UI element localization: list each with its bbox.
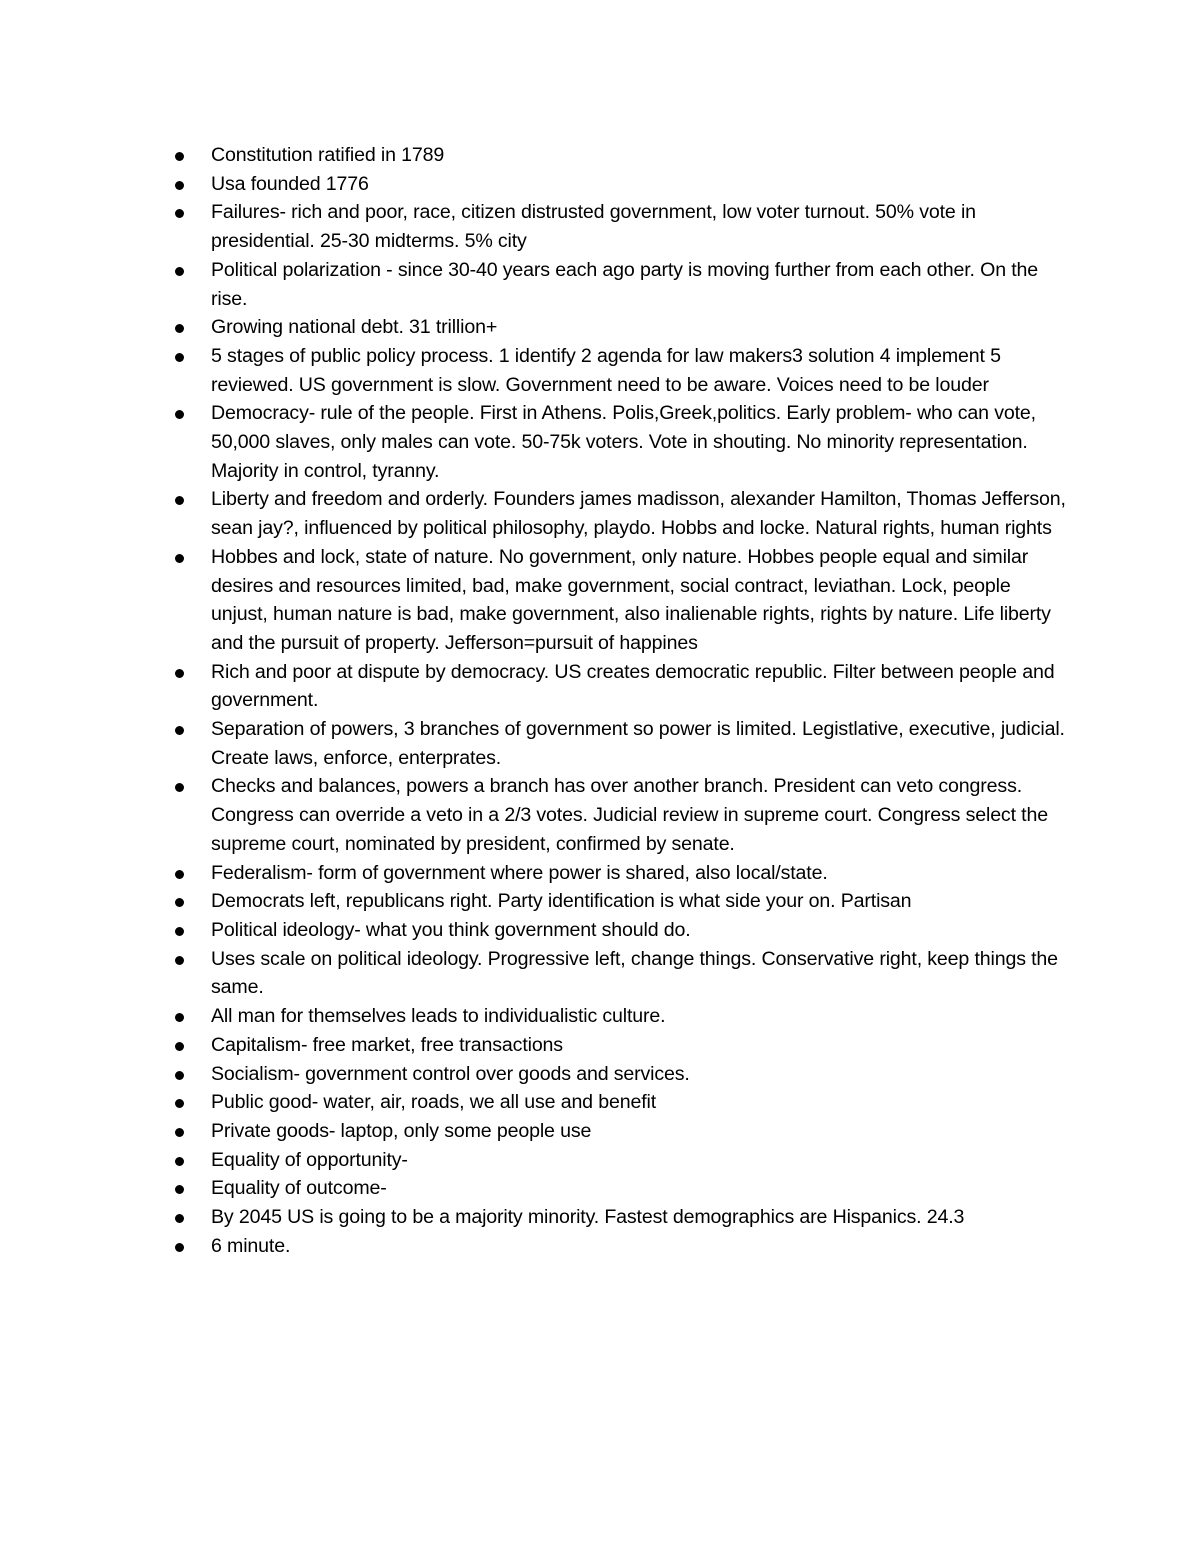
list-item: [0, 198, 1071, 255]
list-item-text: Usa founded 1776: [211, 172, 369, 195]
list-item: [0, 1088, 1071, 1117]
list-item: [0, 658, 1071, 715]
list-item: [0, 1117, 1071, 1146]
bullet-icon: [175, 669, 184, 678]
bullet-icon: [175, 152, 184, 161]
notes-bullet-list: [0, 141, 1200, 1260]
bullet-icon: [175, 726, 184, 735]
list-item: [0, 1174, 1071, 1203]
bullet-icon: [175, 496, 184, 505]
bullet-icon: [175, 1099, 184, 1108]
list-item: [0, 715, 1071, 772]
list-item-text: Uses scale on political ideology. Progressive left, change things. Conservative right, keep things the same.: [211, 947, 1058, 999]
list-item-text: Democrats left, republicans right. Party identification is what side your on. Partisan: [211, 890, 912, 913]
list-item: [0, 399, 1071, 485]
list-item-text: Equality of opportunity-: [211, 1148, 408, 1171]
bullet-icon: [175, 209, 184, 218]
list-item-text: Hobbes and lock, state of nature. No government, only nature. Hobbes people equal and similar desires and resources limited, bad, make government, social contract, leviathan. Lock, people unjust, human nature is bad, make government, also inalienable rights, rights by nature. Life liberty and the pursuit of property. Jefferson=pursuit of happines: [211, 545, 1051, 654]
list-item: [0, 916, 1071, 945]
list-item: [0, 859, 1071, 888]
bullet-icon: [175, 267, 184, 276]
list-item: [0, 313, 1071, 342]
list-item-text: Liberty and freedom and orderly. Founders james madisson, alexander Hamilton, Thomas Jefferson, sean jay?, influenced by political philosophy, playdo. Hobbs and locke. Natural rights, human rights: [211, 488, 1066, 540]
list-item: [0, 141, 1071, 170]
bullet-icon: [175, 324, 184, 333]
list-item: [0, 1203, 1071, 1232]
list-item-text: By 2045 US is going to be a majority minority. Fastest demographics are Hispanics. 24.3: [211, 1206, 965, 1229]
list-item-text: Federalism- form of government where power is shared, also local/state.: [211, 861, 828, 884]
list-item-text: Failures- rich and poor, race, citizen distrusted government, low voter turnout. 50% vote in presidential. 25-30 midterms. 5% city: [211, 201, 976, 253]
list-item-text: Socialism- government control over goods and services.: [211, 1062, 690, 1085]
bullet-icon: [175, 1071, 184, 1080]
list-item-text: Private goods- laptop, only some people use: [211, 1119, 592, 1142]
bullet-icon: [175, 1042, 184, 1051]
bullet-icon: [175, 353, 184, 362]
list-item: [0, 1031, 1071, 1060]
list-item: [0, 1060, 1071, 1089]
list-item: [0, 1232, 1071, 1261]
list-item-text: Separation of powers, 3 branches of government so power is limited. Legistlative, executive, judicial. Create laws, enforce, enterprates.: [211, 718, 1065, 769]
bullet-icon: [175, 1157, 184, 1166]
bullet-icon: [175, 1128, 184, 1137]
bullet-icon: [175, 181, 184, 190]
list-item-text: Growing national debt. 31 trillion+: [211, 316, 498, 339]
list-item: [0, 1146, 1071, 1175]
list-item: [0, 485, 1071, 542]
list-item-text: Political ideology- what you think government should do.: [211, 918, 691, 941]
bullet-icon: [175, 927, 184, 936]
list-item-text: Checks and balances, powers a branch has over another branch. President can veto congress. Congress can override a veto in a 2/3 votes. Judicial review in supreme court. Congress select the supreme court, nominated by president, confirmed by senate.: [211, 775, 1048, 855]
bullet-icon: [175, 898, 184, 907]
bullet-icon: [175, 870, 184, 879]
list-item: [0, 170, 1071, 199]
list-item: [0, 1002, 1071, 1031]
list-item-text: Political polarization - since 30-40 years each ago party is moving further from each other. On the rise.: [211, 258, 1039, 310]
list-item-text: Public good- water, air, roads, we all use and benefit: [211, 1091, 657, 1114]
list-item: [0, 887, 1071, 916]
list-item-text: Democracy- rule of the people. First in Athens. Polis,Greek,politics. Early problem- who can vote, 50,000 slaves, only males can vote. 50-75k voters. Vote in shouting. No minority representation. Majority in control, tyranny.: [211, 402, 1036, 482]
list-item-text: All man for themselves leads to individualistic culture.: [211, 1005, 666, 1028]
list-item-text: Equality of outcome-: [211, 1177, 387, 1200]
list-item: [0, 256, 1071, 313]
list-item-text: Capitalism- free market, free transactions: [211, 1033, 563, 1056]
list-item-text: Constitution ratified in 1789: [211, 144, 445, 166]
bullet-icon: [175, 1214, 184, 1223]
list-item-text: 5 stages of public policy process. 1 identify 2 agenda for law makers3 solution 4 implement 5 reviewed. US government is slow. Government need to be aware. Voices need to be louder: [211, 344, 1001, 396]
bullet-icon: [175, 1013, 184, 1022]
bullet-icon: [175, 956, 184, 965]
list-item: [0, 543, 1071, 658]
list-item: [0, 945, 1071, 1002]
bullet-icon: [175, 783, 184, 792]
bullet-icon: [175, 1185, 184, 1194]
bullet-icon: [175, 410, 184, 419]
list-item: [0, 342, 1071, 399]
list-item-text: 6 minute.: [211, 1234, 291, 1257]
bullet-icon: [175, 1243, 184, 1252]
bullet-icon: [175, 554, 184, 563]
list-item: [0, 772, 1071, 858]
list-item-text: Rich and poor at dispute by democracy. US creates democratic republic. Filter between people and government.: [211, 660, 1055, 712]
